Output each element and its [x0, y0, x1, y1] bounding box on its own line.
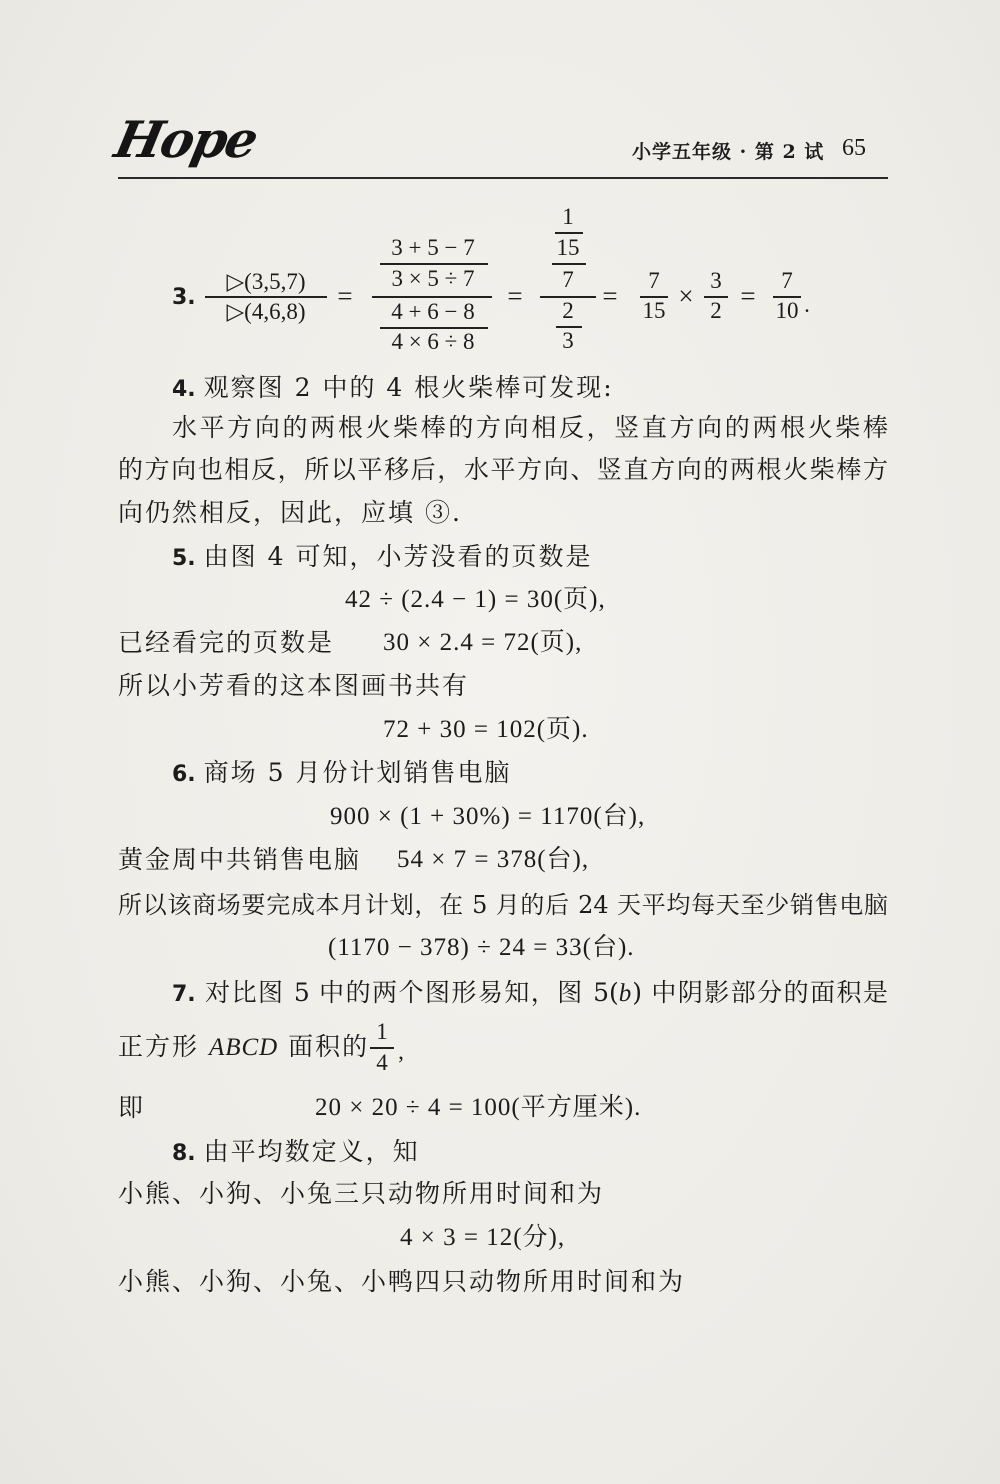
frac4-numerator: 7 [648, 268, 660, 293]
square-label: ABCD [208, 1034, 279, 1061]
frac5-numerator: 3 [710, 268, 722, 293]
frac2-den-den: 4 × 6 ÷ 8 [391, 329, 475, 354]
item7-figure-label: b [618, 980, 633, 1007]
equals-sign: = [602, 281, 618, 311]
item7-line1 [172, 977, 888, 1009]
header-title: 小学五年级 · 第 2 试 [632, 141, 825, 163]
item-number: 5. [172, 546, 196, 571]
frac2-num-den: 3 × 5 ÷ 7 [391, 266, 475, 291]
item6-line1-text: 商场 5 月份计划销售电脑 [203, 758, 512, 787]
frac6-numerator: 7 [781, 268, 793, 293]
item6-line3: 所以该商场要完成本月计划，在 5 月的后 24 天平均每天至少销售电脑 [118, 891, 888, 919]
item5-line2: 已经看完的页数是 [118, 628, 335, 657]
item6-line2: 黄金周中共销售电脑 [118, 845, 362, 874]
item8-line3: 小熊、小狗、小兔、小鸭四只动物所用时间和为 [118, 1267, 686, 1296]
frac6-denominator: 10 [775, 298, 799, 323]
item7-line1-text-c: ) 中阴影部分的面积是 [632, 978, 888, 1007]
item8-line1 [172, 1136, 420, 1168]
item4-line1-text: 观察图 2 中的 4 根火柴棒可发现: [203, 373, 614, 402]
frac3-mid: 15 [556, 235, 580, 260]
item7-line2-text-c: 面积的 [278, 1032, 370, 1061]
frac1-line [205, 296, 327, 298]
frac2-main-line [372, 296, 492, 298]
frac5-denominator: 2 [710, 298, 722, 323]
frac4-denominator: 15 [642, 298, 666, 323]
frac3-mid-line [552, 263, 586, 265]
frac3-top: 1 [562, 204, 574, 229]
item5-equation-3: 72 + 30 = 102(页). [383, 716, 589, 743]
item6-equation-2: 54 × 7 = 378(台), [397, 846, 590, 873]
quarter-denominator: 4 [376, 1050, 388, 1075]
comma: , [398, 1039, 404, 1064]
item4-line3: 的方向也相反，所以平移后，水平方向、竖直方向的两根火柴棒方 [118, 455, 888, 484]
item5-line1-text: 由图 4 可知，小芳没看的页数是 [203, 542, 593, 571]
frac3-top-line [555, 232, 583, 234]
item-number: 7. [172, 982, 196, 1007]
item7-line3: 即 [118, 1093, 146, 1122]
hope-logo: Hope [109, 110, 262, 169]
equals-sign: = [337, 281, 353, 311]
item5-line1 [172, 541, 592, 573]
item4-line1 [172, 372, 614, 404]
frac3-low: 7 [562, 267, 574, 292]
item7-line1-text-a: 对比图 5 中的两个图形易知，图 5( [203, 978, 619, 1007]
item5-equation-2: 30 × 2.4 = 72(页), [383, 629, 583, 656]
frac3-den-num: 2 [562, 298, 574, 323]
item8-equation-1: 4 × 3 = 12(分), [400, 1224, 566, 1251]
equals-sign: = [507, 281, 523, 311]
period: . [804, 292, 810, 317]
item6-equation-1: 900 × (1 + 30%) = 1170(台), [330, 803, 646, 830]
item7-line2 [118, 1031, 369, 1063]
item4-line2: 水平方向的两根火柴棒的方向相反，竖直方向的两根火柴棒 [172, 413, 888, 442]
equals-sign: = [740, 281, 756, 311]
quarter-numerator: 1 [376, 1019, 388, 1044]
item8-line2: 小熊、小狗、小兔三只动物所用时间和为 [118, 1179, 605, 1208]
item-number: 4. [172, 377, 196, 402]
item-number: 6. [172, 762, 196, 787]
header-rule [118, 177, 888, 179]
frac2-num-line [380, 263, 488, 265]
item4-line4: 向仍然相反，因此，应填 ③. [118, 498, 462, 527]
frac1-denominator: ▷(4,6,8) [226, 299, 306, 324]
item6-equation-3: (1170 − 378) ÷ 24 = 33(台). [328, 934, 635, 961]
frac2-den-num: 4 + 6 − 8 [391, 299, 475, 324]
frac3-den-den: 3 [562, 328, 574, 353]
item-number: 3. [172, 285, 196, 310]
quarter-line [370, 1047, 394, 1049]
item7-line2-text-a: 正方形 [118, 1032, 209, 1061]
item5-equation-1: 42 ÷ (2.4 − 1) = 30(页), [345, 586, 606, 613]
frac1-numerator: ▷(3,5,7) [226, 269, 306, 294]
item5-line3: 所以小芳看的这本图画书共有 [118, 671, 470, 700]
page-number: 65 [842, 135, 866, 161]
item7-equation-1: 20 × 20 ÷ 4 = 100(平方厘米). [315, 1094, 642, 1121]
times-sign: × [678, 281, 694, 311]
item6-line1 [172, 757, 511, 789]
frac2-num-num: 3 + 5 − 7 [391, 235, 475, 260]
item8-line1-text: 由平均数定义，知 [203, 1137, 420, 1166]
item-number: 8. [172, 1141, 196, 1166]
